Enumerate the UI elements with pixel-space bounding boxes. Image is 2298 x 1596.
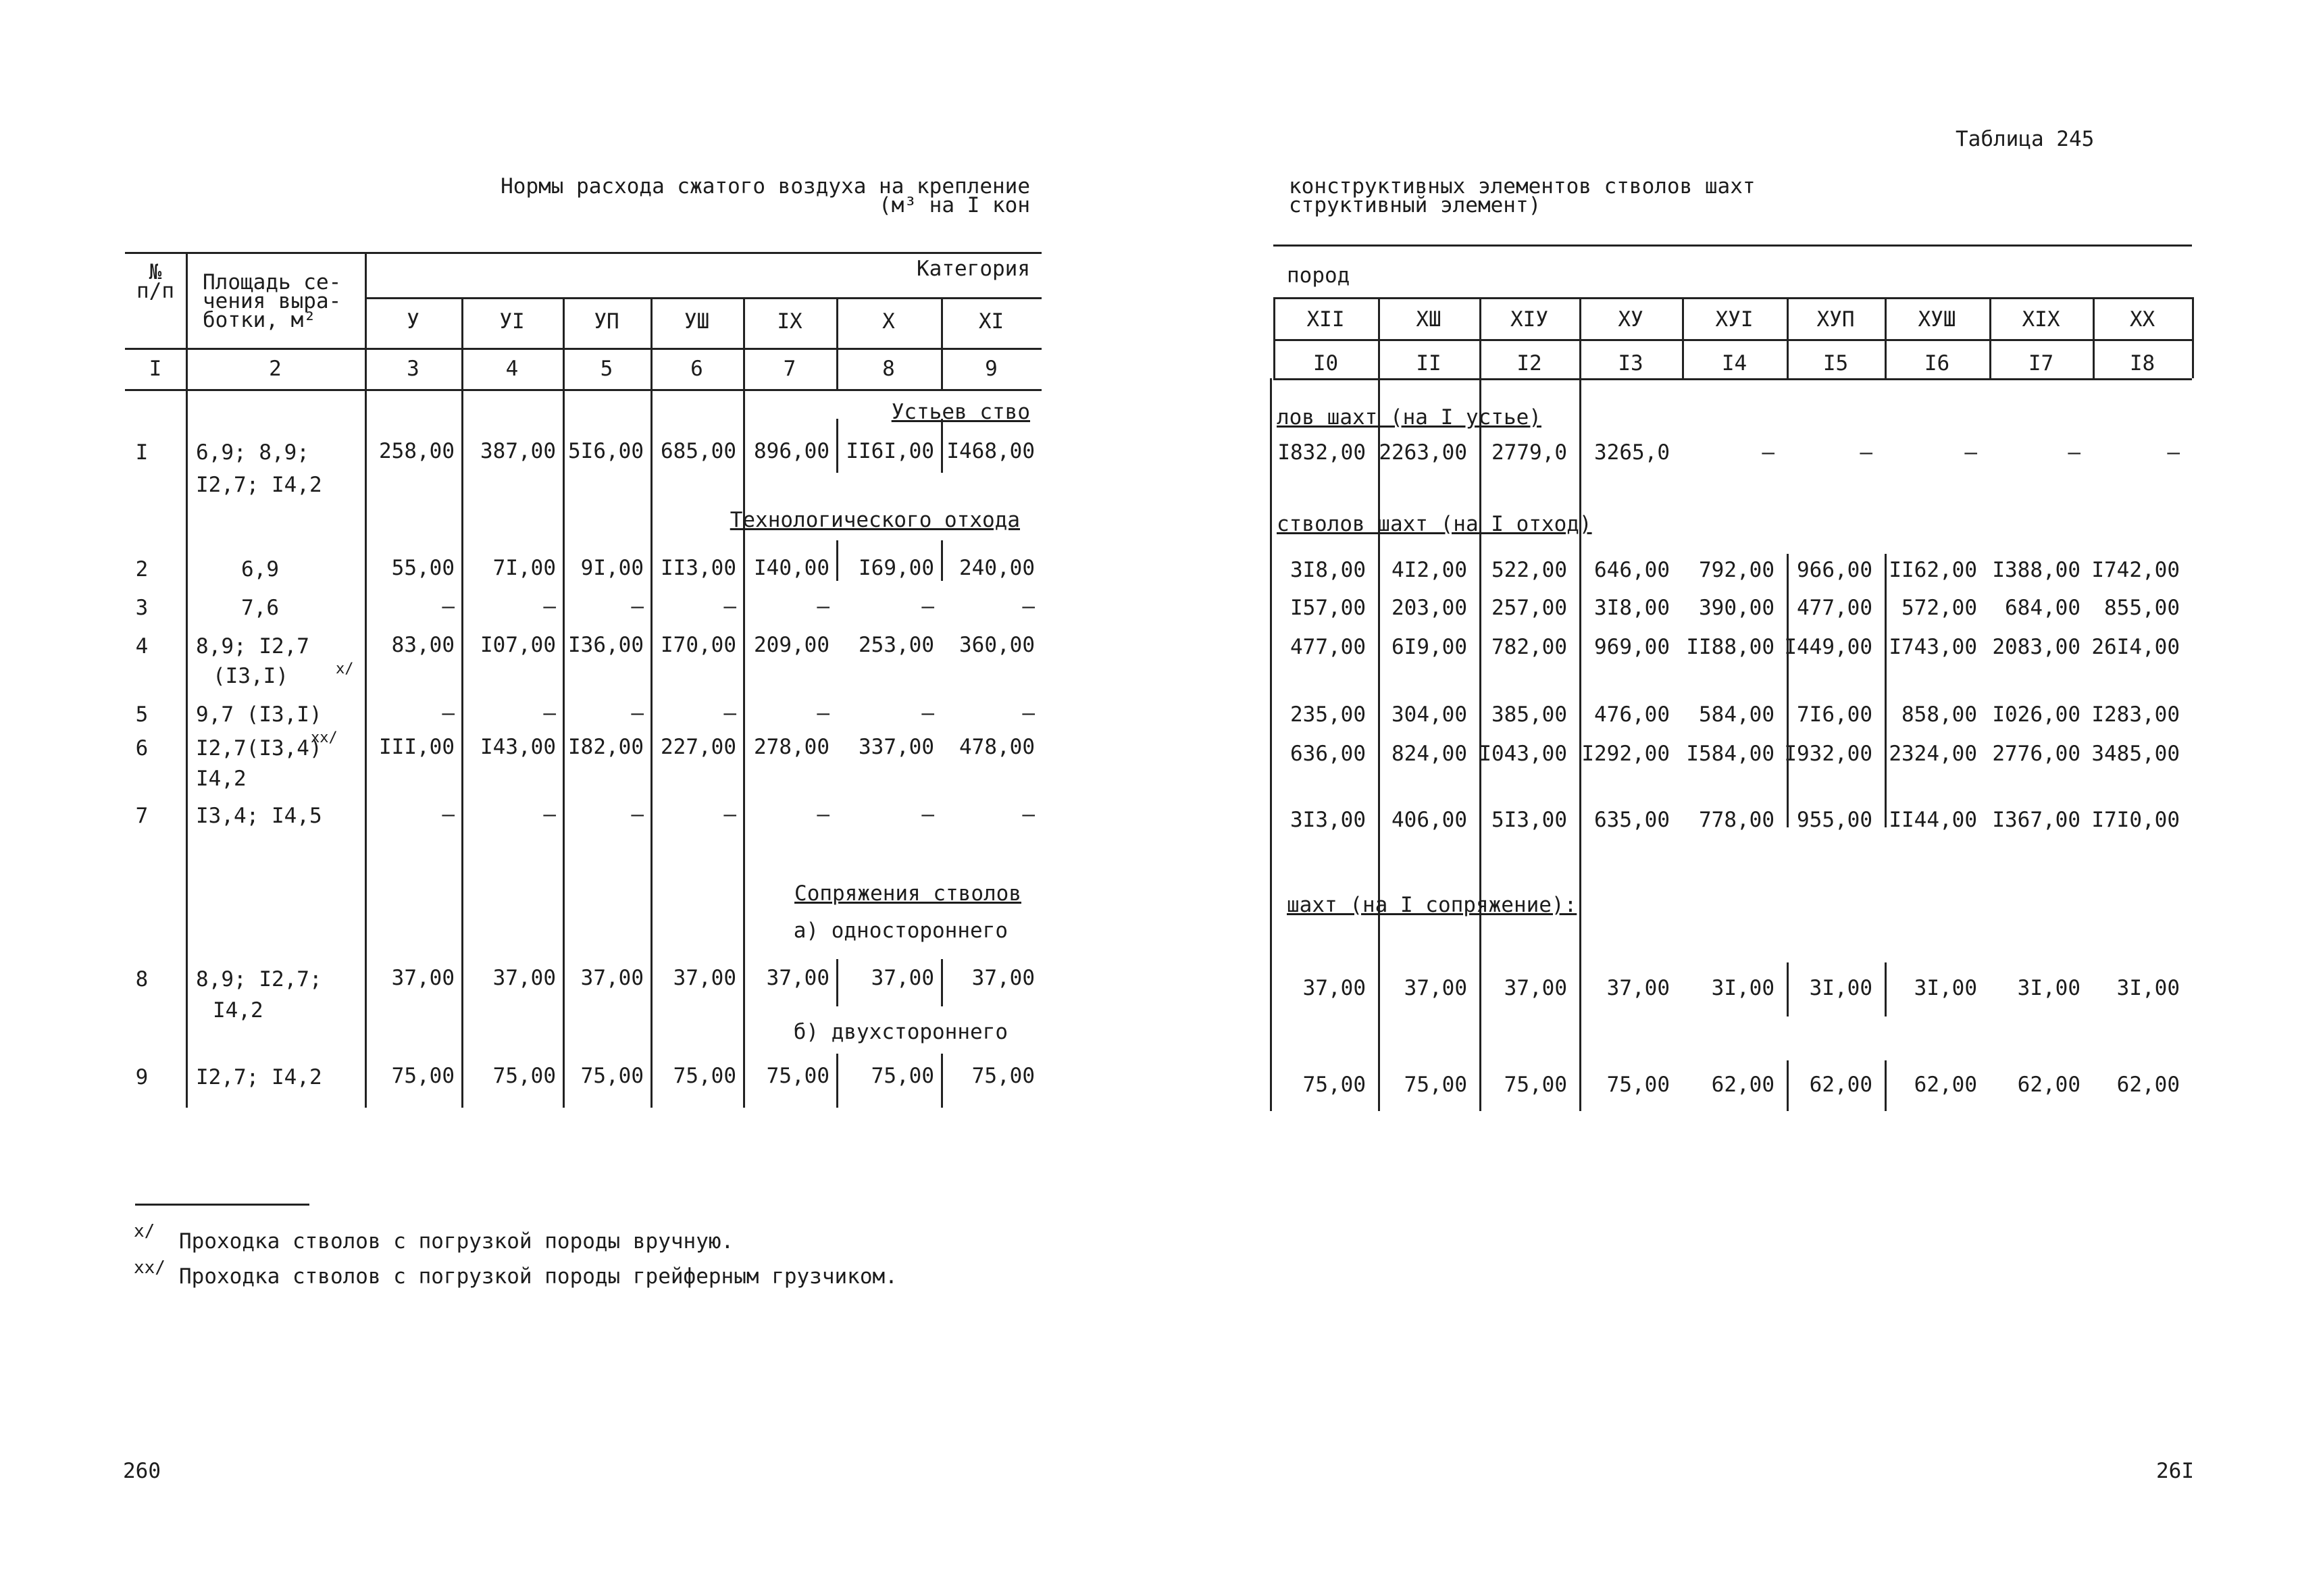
row-value: II44,00 <box>1889 808 1977 832</box>
row-value: – <box>817 701 829 725</box>
row-value: 37,00 <box>971 966 1035 990</box>
row-area: 7,6 <box>241 596 279 620</box>
header-index: I5 <box>1822 351 1849 376</box>
row-value: 966,00 <box>1797 558 1872 582</box>
header-line <box>1273 339 2192 341</box>
section-title-otkhod: Технологического отхода <box>730 508 1020 532</box>
column-line-segment <box>1787 962 1789 1016</box>
header-index: I <box>149 357 162 381</box>
row-value: 337,00 <box>859 735 934 759</box>
row-value: 477,00 <box>1290 635 1366 659</box>
header-index: I6 <box>1924 351 1950 376</box>
row-value: 522,00 <box>1491 558 1567 582</box>
row-value: I7I0,00 <box>2091 808 2180 832</box>
row-value: 3I,00 <box>1914 976 1977 1000</box>
row-value: 2083,00 <box>1992 635 2080 659</box>
row-value: 75,00 <box>766 1064 829 1088</box>
footnote2-mark: хх/ <box>134 1258 165 1278</box>
row-value: 3485,00 <box>2091 742 2180 766</box>
row-value: 7I6,00 <box>1797 702 1872 727</box>
header-number-label: п/п <box>136 279 174 303</box>
row-value: 3I,00 <box>2017 976 2080 1000</box>
row-area: I2,7(I3,4) <box>196 736 322 761</box>
column-line <box>743 297 745 1108</box>
subsection-one-sided: а) одностороннего <box>793 919 1008 943</box>
row-value: 304,00 <box>1391 702 1467 727</box>
header-top-line <box>125 252 1042 254</box>
row-value: 572,00 <box>1901 596 1977 620</box>
row-value: I449,00 <box>1784 635 1872 659</box>
column-line-segment <box>1787 554 1789 827</box>
row-value: I70,00 <box>661 633 736 657</box>
row-value: 3I,00 <box>1809 976 1872 1000</box>
row-value: 855,00 <box>2104 596 2180 620</box>
table-title-left: Нормы расхода сжатого воздуха на крепление <box>501 174 1030 199</box>
header-index: 3 <box>407 357 419 381</box>
row-value: – <box>921 802 934 827</box>
row-value: III,00 <box>379 735 455 759</box>
row-value: 3265,0 <box>1594 440 1670 465</box>
row-value: – <box>921 701 934 725</box>
section-title-sopryazhenie: Сопряжения стволов <box>794 881 1021 906</box>
row-area: 6,9; 8,9; <box>196 440 309 465</box>
column-line-segment <box>836 419 838 473</box>
row-value: – <box>631 802 644 827</box>
column-line-segment <box>941 1054 943 1108</box>
footnote-mark-xx: хх/ <box>311 729 338 746</box>
row-value: I743,00 <box>1889 635 1977 659</box>
header-index: 7 <box>783 357 796 381</box>
column-line-segment <box>1787 1060 1789 1111</box>
header-category-col: IX <box>777 309 802 334</box>
header-category-col: XУ <box>1618 307 1643 332</box>
header-area-line1: Площадь се- <box>203 270 342 294</box>
row-value: 9I,00 <box>580 556 644 580</box>
header-index: 6 <box>690 357 703 381</box>
row-value: – <box>1022 802 1035 827</box>
row-value: II3,00 <box>661 556 736 580</box>
row-value: 37,00 <box>673 966 736 990</box>
row-value: 387,00 <box>480 439 556 463</box>
row-area: I2,7; I4,2 <box>196 1065 322 1089</box>
column-line <box>650 297 653 1108</box>
row-value: II6I,00 <box>846 439 934 463</box>
row-value: – <box>723 594 736 619</box>
row-value: 55,00 <box>391 556 455 580</box>
category-line <box>365 297 1042 299</box>
row-value: – <box>921 594 934 619</box>
footnote-mark-x: х/ <box>336 661 354 677</box>
row-value: 278,00 <box>754 735 829 759</box>
row-area-line2: (I3,I) <box>213 664 288 688</box>
header-category-col: XIX <box>2022 307 2060 332</box>
row-value: 3I3,00 <box>1290 808 1366 832</box>
row-value: 75,00 <box>1504 1073 1567 1097</box>
footnote1-text: Проходка стволов с погрузкой породы вручную. <box>179 1229 734 1254</box>
row-value: 476,00 <box>1594 702 1670 727</box>
row-value: 782,00 <box>1491 635 1567 659</box>
row-value: 636,00 <box>1290 742 1366 766</box>
header-category-col: УП <box>594 309 619 334</box>
row-value: 240,00 <box>959 556 1035 580</box>
row-value: 2263,00 <box>1379 440 1467 465</box>
header-index: I8 <box>2129 351 2155 376</box>
row-value: 37,00 <box>1404 976 1467 1000</box>
row-value: 3I,00 <box>2116 976 2180 1000</box>
row-value: 37,00 <box>1302 976 1366 1000</box>
row-value: I283,00 <box>2091 702 2180 727</box>
row-area: 8,9; I2,7 <box>196 634 309 659</box>
row-value: I043,00 <box>1479 742 1567 766</box>
row-value: I82,00 <box>568 735 644 759</box>
row-value: 258,00 <box>379 439 455 463</box>
header-category-col: УШ <box>684 309 710 334</box>
column-line <box>461 297 463 1108</box>
row-value: 37,00 <box>871 966 934 990</box>
row-number: 3 <box>135 596 149 620</box>
row-value: – <box>543 802 556 827</box>
column-line-segment <box>1885 554 1887 827</box>
row-value: 385,00 <box>1491 702 1567 727</box>
row-number: 6 <box>135 736 149 761</box>
section-title-sopryazhenie-right: шахт (на I сопряжение): <box>1287 893 1577 917</box>
column-line <box>1378 378 1380 1111</box>
index-line <box>125 389 1042 391</box>
row-value: 253,00 <box>859 633 934 657</box>
row-value: 227,00 <box>661 735 736 759</box>
row-value: – <box>1762 440 1774 465</box>
row-value: 3I8,00 <box>1594 596 1670 620</box>
section-title-otkhod-right: стволов шахт (на I отход) <box>1277 512 1592 536</box>
row-value: 792,00 <box>1699 558 1774 582</box>
row-value: II88,00 <box>1686 635 1774 659</box>
footnote2-text: Проходка стволов с погрузкой породы грейферным грузчиком. <box>179 1264 898 1289</box>
column-line-segment <box>941 959 943 1006</box>
row-value: 896,00 <box>754 439 829 463</box>
row-value: – <box>442 701 455 725</box>
row-value: 390,00 <box>1699 596 1774 620</box>
footnote-rule <box>135 1204 309 1206</box>
row-value: – <box>1022 701 1035 725</box>
row-value: – <box>1860 440 1872 465</box>
row-value: 824,00 <box>1391 742 1467 766</box>
page-number-left: 260 <box>123 1459 161 1483</box>
row-value: 584,00 <box>1699 702 1774 727</box>
table-title-right: конструктивных элементов стволов шахт <box>1289 174 1756 199</box>
row-value: 684,00 <box>2005 596 2080 620</box>
column-line-segment <box>836 1054 838 1108</box>
row-value: – <box>817 802 829 827</box>
row-number: 8 <box>135 967 149 992</box>
row-value: – <box>442 802 455 827</box>
row-number: 9 <box>135 1065 149 1089</box>
row-value: – <box>1022 594 1035 619</box>
row-value: – <box>1964 440 1977 465</box>
column-line-segment <box>836 959 838 1006</box>
row-number: 7 <box>135 804 149 828</box>
row-value: I742,00 <box>2091 558 2180 582</box>
row-value: 37,00 <box>580 966 644 990</box>
row-value: 62,00 <box>1711 1073 1774 1097</box>
header-index: 8 <box>882 357 895 381</box>
row-value: 37,00 <box>391 966 455 990</box>
header-category-col: XУШ <box>1918 307 1956 332</box>
header-number-sign: № <box>149 260 162 284</box>
row-value: 6I9,00 <box>1391 635 1467 659</box>
row-value: 37,00 <box>766 966 829 990</box>
header-index: 2 <box>269 357 282 381</box>
row-value: 955,00 <box>1797 808 1872 832</box>
table-label: Таблица 245 <box>1956 127 2095 151</box>
row-number: 5 <box>135 702 149 727</box>
column-line-segment <box>1885 962 1887 1016</box>
row-number: I <box>135 440 149 465</box>
row-value: 203,00 <box>1391 596 1467 620</box>
row-value: I07,00 <box>480 633 556 657</box>
category-line <box>1273 297 2192 299</box>
row-value: 4I2,00 <box>1391 558 1467 582</box>
column-line <box>563 297 565 1108</box>
row-value: 3I,00 <box>1711 976 1774 1000</box>
table-title-unit: (м³ на I кон <box>879 193 1030 217</box>
row-value: I69,00 <box>859 556 934 580</box>
header-index: 9 <box>985 357 998 381</box>
index-line <box>1273 378 2192 380</box>
section-title-ustye-right: лов шахт (на I устье) <box>1277 405 1541 430</box>
row-area-line2: I4,2 <box>196 767 247 791</box>
row-value: 75,00 <box>391 1064 455 1088</box>
row-value: 75,00 <box>871 1064 934 1088</box>
header-index: 5 <box>600 357 613 381</box>
column-line-segment <box>941 540 943 581</box>
table-title-right-2: структивный элемент) <box>1289 193 1541 217</box>
header-category-col: XШ <box>1416 307 1441 332</box>
header-category-col: XУП <box>1816 307 1855 332</box>
row-area: 9,7 (I3,I) <box>196 702 322 727</box>
header-index: 4 <box>505 357 519 381</box>
row-value: 257,00 <box>1491 596 1567 620</box>
row-value: 2776,00 <box>1992 742 2080 766</box>
row-value: I388,00 <box>1992 558 2080 582</box>
header-category-col: XIУ <box>1510 307 1548 332</box>
row-value: 75,00 <box>971 1064 1035 1088</box>
header-index: I0 <box>1312 351 1339 376</box>
row-value: I43,00 <box>480 735 556 759</box>
row-area-line2: I4,2 <box>213 998 263 1023</box>
row-number: 2 <box>135 557 149 582</box>
row-value: 75,00 <box>1606 1073 1670 1097</box>
header-area-line2: чения выра- <box>203 289 342 313</box>
row-area: I3,4; I4,5 <box>196 804 322 828</box>
row-value: – <box>631 594 644 619</box>
row-value: I026,00 <box>1992 702 2080 727</box>
header-index: II <box>1416 351 1441 376</box>
row-value: – <box>543 701 556 725</box>
row-value: I36,00 <box>568 633 644 657</box>
row-value: 5I6,00 <box>568 439 644 463</box>
column-line-segment <box>941 419 943 473</box>
row-value: 478,00 <box>959 735 1035 759</box>
section-title-ustye: Устьев ство <box>891 400 1030 424</box>
row-value: 62,00 <box>2017 1073 2080 1097</box>
header-area-line3: ботки, м² <box>203 308 316 332</box>
row-value: 858,00 <box>1901 702 1977 727</box>
row-value: 969,00 <box>1594 635 1670 659</box>
header-line <box>125 348 1042 350</box>
row-value: 7I,00 <box>492 556 556 580</box>
row-value: I832,00 <box>1277 440 1366 465</box>
row-value: 75,00 <box>1302 1073 1366 1097</box>
row-value: I367,00 <box>1992 808 2080 832</box>
row-value: 37,00 <box>1606 976 1670 1000</box>
header-word-porod: пород <box>1287 263 1350 288</box>
header-category-col: XУI <box>1715 307 1754 332</box>
row-value: 646,00 <box>1594 558 1670 582</box>
row-value: I40,00 <box>754 556 829 580</box>
row-value: 75,00 <box>1404 1073 1467 1097</box>
row-value: 62,00 <box>2116 1073 2180 1097</box>
column-line-segment <box>1885 1060 1887 1111</box>
row-value: – <box>442 594 455 619</box>
row-value: 360,00 <box>959 633 1035 657</box>
header-category-col: XII <box>1306 307 1345 332</box>
header-index: I7 <box>2028 351 2054 376</box>
header-index: I3 <box>1618 351 1643 376</box>
row-value: I57,00 <box>1290 596 1366 620</box>
row-value: – <box>631 701 644 725</box>
row-area: 8,9; I2,7; <box>196 967 322 992</box>
row-value: 83,00 <box>391 633 455 657</box>
row-value: I932,00 <box>1784 742 1872 766</box>
row-value: 75,00 <box>580 1064 644 1088</box>
row-area: 6,9 <box>241 557 279 582</box>
row-value: I468,00 <box>946 439 1035 463</box>
row-value: 75,00 <box>673 1064 736 1088</box>
header-category-col: У <box>407 309 419 334</box>
row-value: 62,00 <box>1914 1073 1977 1097</box>
row-value: 477,00 <box>1797 596 1872 620</box>
header-category: Категория <box>917 257 1030 281</box>
row-value: I584,00 <box>1686 742 1774 766</box>
header-category-col: XI <box>978 309 1004 334</box>
header-index: I2 <box>1516 351 1542 376</box>
row-value: 5I3,00 <box>1491 808 1567 832</box>
row-value: 62,00 <box>1809 1073 1872 1097</box>
row-value: I292,00 <box>1581 742 1670 766</box>
header-top-line <box>1273 244 2192 247</box>
row-value: 406,00 <box>1391 808 1467 832</box>
row-value: 2324,00 <box>1889 742 1977 766</box>
header-category-col: XX <box>2129 307 2155 332</box>
row-value: 635,00 <box>1594 808 1670 832</box>
row-area-line2: I2,7; I4,2 <box>196 473 322 497</box>
header-category-col: X <box>882 309 895 334</box>
row-value: – <box>723 802 736 827</box>
row-value: 2779,0 <box>1491 440 1567 465</box>
row-value: II62,00 <box>1889 558 1977 582</box>
row-value: – <box>2167 440 2180 465</box>
row-number: 4 <box>135 634 149 659</box>
table-left-border <box>1270 378 1272 1111</box>
row-value: 778,00 <box>1699 808 1774 832</box>
row-value: 235,00 <box>1290 702 1366 727</box>
row-value: 37,00 <box>1504 976 1567 1000</box>
header-index: I4 <box>1721 351 1747 376</box>
column-line-segment <box>836 540 838 581</box>
row-value: 209,00 <box>754 633 829 657</box>
footnote1-mark: х/ <box>134 1221 155 1241</box>
row-value: – <box>543 594 556 619</box>
subsection-two-sided: б) двухстороннего <box>793 1020 1008 1044</box>
header-category-col: УI <box>499 309 525 334</box>
row-value: 685,00 <box>661 439 736 463</box>
row-value: 26I4,00 <box>2091 635 2180 659</box>
row-value: 37,00 <box>492 966 556 990</box>
page-number-right: 26I <box>2156 1459 2194 1483</box>
row-value: 3I8,00 <box>1290 558 1366 582</box>
column-line <box>2192 297 2194 378</box>
row-value: 75,00 <box>492 1064 556 1088</box>
row-value: – <box>723 701 736 725</box>
row-value: – <box>2068 440 2080 465</box>
row-value: – <box>817 594 829 619</box>
